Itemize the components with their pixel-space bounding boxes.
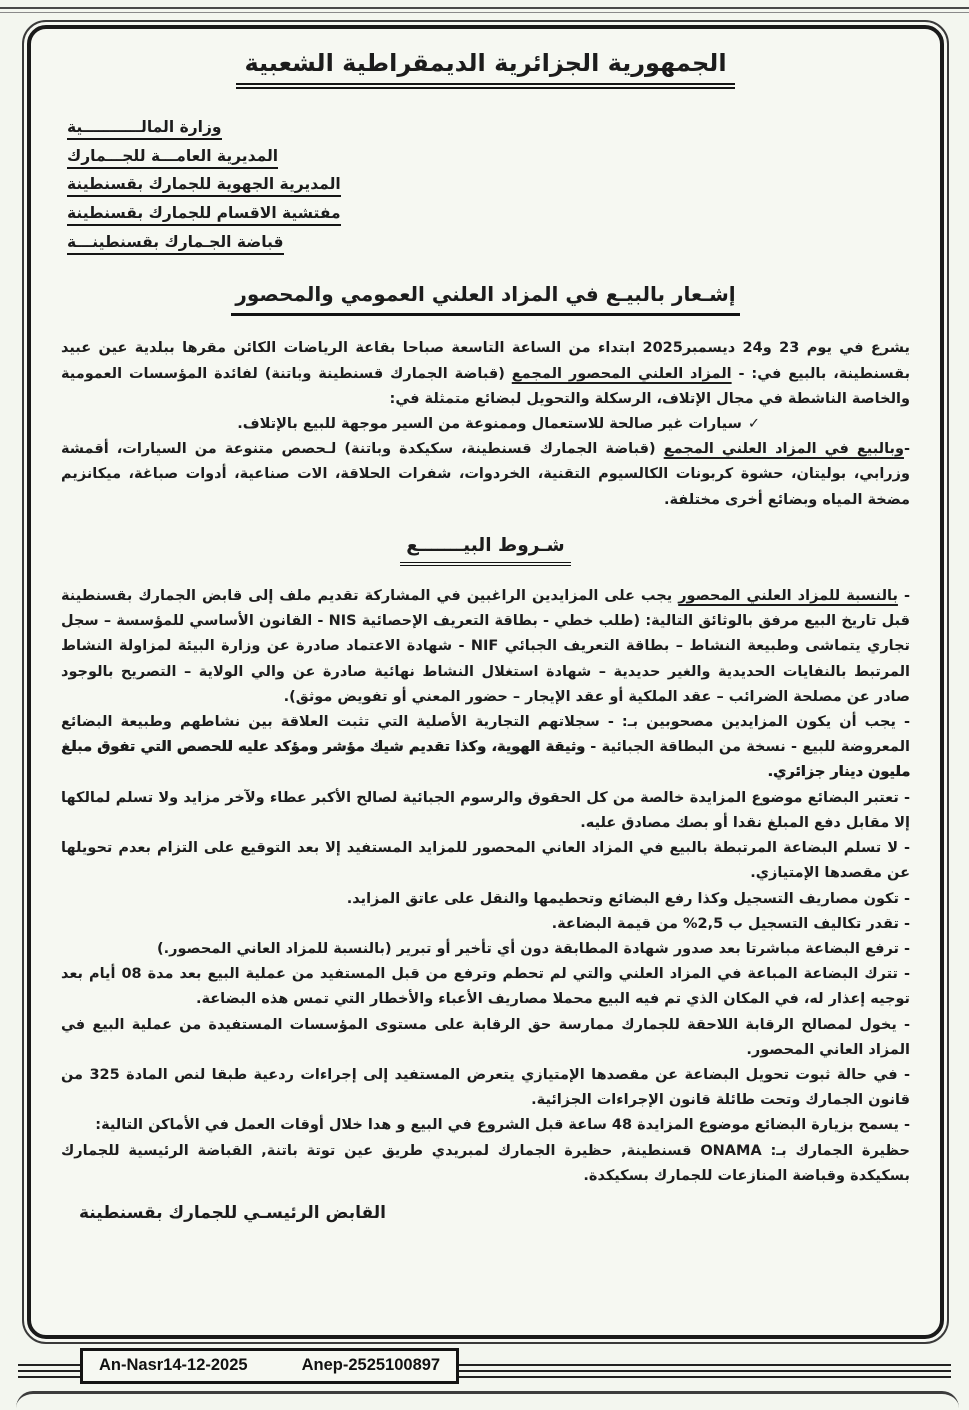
letterhead-line-inspectorate: مفتشية الاقسام للجمارك بقسنطينة xyxy=(61,199,910,228)
republic-title xyxy=(61,49,910,89)
signature-chief-collector: القابض الرئيسـي للجمارك بقسنطينة xyxy=(79,1203,386,1224)
bold-cheque-requirement: وثيقة الهوية، وكذا تقديم شيك مؤشر ومؤكد عليه للحصص التي تفوق مبلغ مليون دينار جزائري. xyxy=(61,739,910,781)
scan-top-edge-line xyxy=(0,7,969,9)
letterhead-line-ministry: وزارة المالـــــــــــية xyxy=(61,113,910,142)
condition-item-10: - في حالة ثبوت تحويل البضاعة عن مقصدها الإمتيازي يتعرض المستفيد إلى إجراءات ردعية طبقا لنص المادة 325 من قانون الجمارك وتحت طائلة قانون الإجراءات الجزائية. xyxy=(61,1067,910,1109)
underlined-auction-type: المزاد العلني المحصور المجمع xyxy=(511,365,732,382)
condition-item-4: - لا تسلم البضاعة المرتبطة بالبيع في المزاد العاني المحصور للمزايد المستفيد إلا بعد التوقيع على التزام بعدم تحويلها عن مقصدها الإمتيازي. xyxy=(61,840,910,882)
bottom-page-edge xyxy=(16,1391,959,1408)
visit-places-line: حظيرة الجمارك بـ: ONAMA قسنطينة, حظيرة الجمارك لمبريدي طريق عين توتة باتنة, القباضة الرئيسية للجمارك بسكيكدة وقباضة المنازعات للجمارك بسكيكدة. xyxy=(61,1142,910,1184)
condition-item-7: - ترفع البضاعة مباشرتا بعد صدور شهادة المطابقة دون أي تأخير أو تبرير (بالنسبة للمزاد العاني المحصور.) xyxy=(156,940,910,957)
letterhead xyxy=(61,113,910,256)
conditions-heading xyxy=(61,535,910,566)
publication-reference-box xyxy=(80,1348,459,1384)
check-item-cars: ✓سيارات غير صالحة للاستعمال وممنوعة من السير موجهة للبيع بالإتلاف. xyxy=(237,416,760,433)
letterhead-line-customs-receipt-office: قباضة الجـمارك بقسنطينـــة xyxy=(61,228,910,257)
intro-paragraph: يشرع في يوم 23 و24 ديسمبر2025 ابتداء من الساعة التاسعة صباحا بقاعة الرياضات الكائن مقرها ببلدية عين عبيد بقسنطينة، بالبيع في: - المزاد العلني المحصور المجمع (قباضة الجمارك قسنطينة وباتنة) لفائدة المؤسسات العمومية والخاصة الناشطة في مجال الإتلاف، الرسكلة والتحويل لبضائع متمثلة في: xyxy=(61,340,911,407)
notice-title-text: إشـعار بالبيـع في المزاد العلني العمومي والمحصور xyxy=(231,282,739,316)
publication-footer xyxy=(18,1358,951,1388)
condition-item-11: - يسمح بزيارة البضائع موضوع المزايدة 48 ساعة قبل الشروع في البيع و هدا خلال أوقات العمل في الأماكن التالية: xyxy=(95,1117,910,1134)
condition-item-1: - بالنسبة للمزاد العلني المحصور يجب على المزايدين الراغبين في المشاركة تقديم ملف إلى قابض الجمارك بقسنطينة قبل تاريخ البيع مرفق بالوثائق التالية: (طلب خطي - بطاقة التعريف الإحصائية NIS - القانون الأساسي للمؤسسة – سجل تجاري يتماشى وطبيعة النشاط – بطاقة التعريف الجبائي NIF - شهادة الاعتماد صادرة عن وزارة البيئة لمزاولة النشاط المرتبط بالنفايات الحديدية والغير حديدية – شهادة استغلال النشاط نهائية صادرة عن والي الولاية – التصريح بالوجود صادر عن مصلحة الضرائب – عقد الملكية أو عقد الإيجار – حضور المعني أو تفويض موثق). xyxy=(61,587,911,705)
conditions-list xyxy=(61,584,910,1189)
letterhead-line-general-directorate: المديرية العامـــة للجـــمارك xyxy=(61,142,910,171)
condition-item-9: - يخول لمصالح الرقابة اللاحقة للجمارك ممارسة حق الرقابة على مستوى المؤسسات المستفيدة من عملية البيع في المزاد العاني المحصور. xyxy=(61,1016,910,1058)
underlined-restricted-auction: بالنسبة للمزاد العلني المحصور xyxy=(678,587,898,604)
document-border-frame xyxy=(22,20,949,1344)
notice-title xyxy=(61,282,910,316)
condition-item-8: - تترك البضاعة المباعة في المزاد العلني والتي لم تحطم وترفع من قبل المستفيد من عملية البيع بعد مدة 08 أيام بعد توجيه إعذار له، في المكان الذي تم فيه البيع محملا مصاريف الأعباء والأخطار التي تمس هذه البضاعة. xyxy=(61,966,910,1008)
document-content xyxy=(27,25,944,1339)
newspaper-date: An-Nasr14-12-2025 xyxy=(99,1356,248,1374)
scan-top-edge-line-2 xyxy=(0,12,969,13)
underlined-auction-type-2: وبالبيع في المزاد العلني المجمع xyxy=(663,441,904,458)
republic-title-text: الجمهورية الجزائرية الديمقراطية الشعبية xyxy=(236,49,734,89)
condition-item-2: - يجب أن يكون المزايدين مصحوبين بـ: - سجلاتهم التجارية الأصلية التي تثبت العلاقة بين نشاطهم وطبيعة البضائع المعروضة للبيع - نسخة من البطاقة الجبائية - وثيقة الهوية، وكذا تقديم شيك مؤشر ومؤكد عليه للحصص التي تفوق مبلغ مليون دينار جزائري. xyxy=(61,713,910,781)
conditions-heading-text: شـروط البيـــــــع xyxy=(400,535,570,566)
letterhead-line-regional-directorate: المديرية الجهوية للجمارك بقسنطينة xyxy=(61,170,910,199)
checkmark-icon: ✓ xyxy=(747,416,760,433)
second-auction-paragraph: -وبالبيع في المزاد العلني المجمع (قباضة الجمارك قسنطينة، سكيكدة وباتنة) لـحصص متنوعة من السيارات، أقمشة وزرابي، بوليتان، حشوة كربونات الكالسيوم التقنية، الخردوات، شفرات الحلاقة، الات صناعية، أدوات صباغة، ميكانزيم مضخة المياه وبضائع أخرى مختلفة. xyxy=(61,441,910,508)
anep-reference: Anep-2525100897 xyxy=(301,1356,441,1374)
condition-item-6: - تقدر تكاليف التسجيل ب 2,5% من قيمة البضاعة. xyxy=(551,915,910,932)
condition-item-3: - تعتبر البضائع موضوع المزايدة خالصة من كل الحقوق والرسوم الجبائية لصالح الأكبر عطاء ولآخر مزايد ولا تسلم لمالكها إلا مقابل دفع المبلغ نقدا أو بصك مصادق عليه. xyxy=(61,789,910,831)
condition-item-5: - تكون مصاريف التسجيل وكذا رفع البضائع وتحطيمها والنقل على عاتق المزايد. xyxy=(346,890,910,907)
